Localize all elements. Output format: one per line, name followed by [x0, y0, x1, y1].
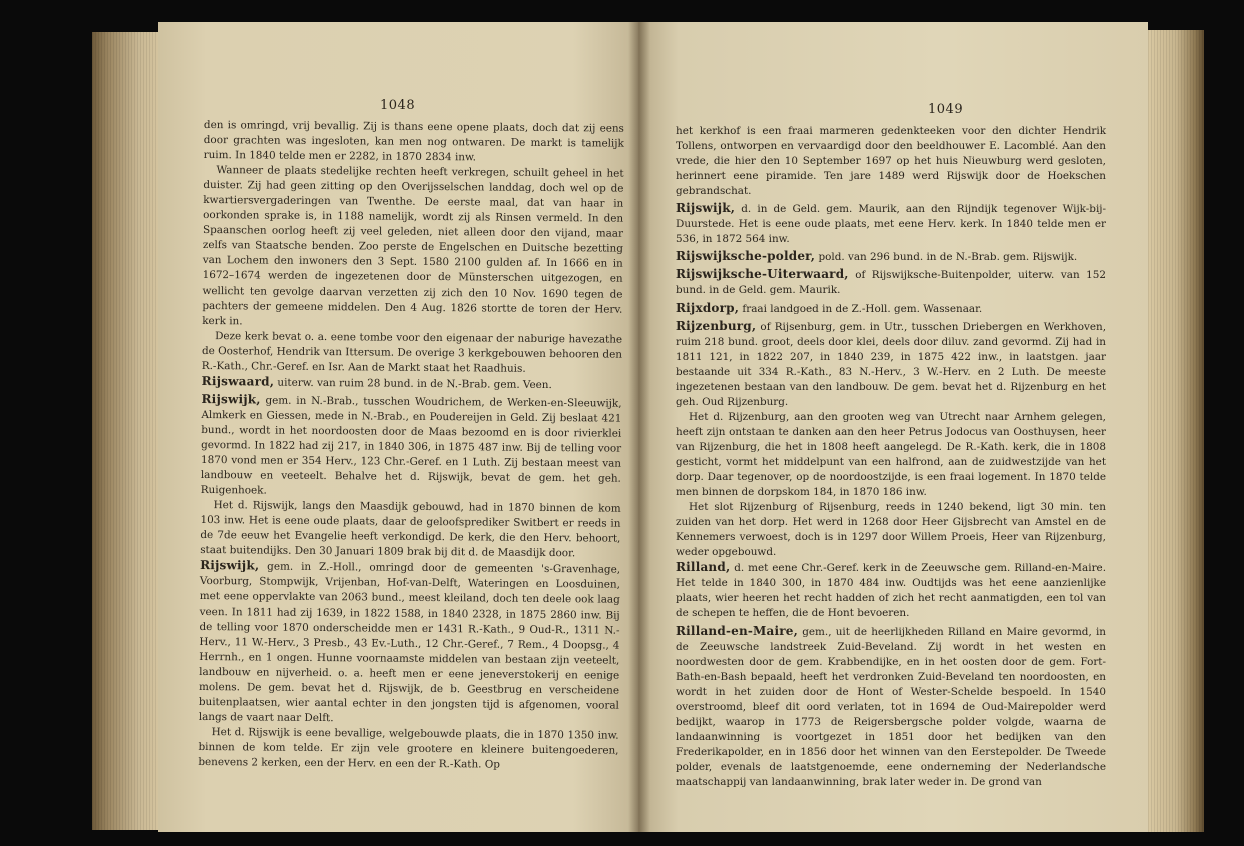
left-page: [158, 22, 646, 832]
paragraph-text: Het d. Rijzenburg, aan den grooten weg van Utrecht naar Arnhem gelegen, heeft zijn ontstaan te danken aan den heer Petrus Jodocus van Oosthuysen, heer van Rijzenburg, die het in 1808 heeft aangelegd. De R.-Kath. kerk, die in 1808 gesticht, vormt het middelpunt van een halfrond, aan de zuidwestzijde van het dorp. Daar tegenover, op de noordoostzijde, is een fraai logement. In 1870 telde men binnen de dorpskom 184, in 1870 186 inw.: [676, 410, 1106, 499]
paragraph: [198, 725, 618, 774]
entry-headword: Rilland-en-Maire,: [676, 623, 799, 638]
paragraph: [676, 410, 1106, 500]
entry-headword: Rijxdorp,: [676, 300, 740, 315]
page-number: 1049: [928, 102, 964, 117]
paragraph-text: het kerkhof is een fraai marmeren gedenkteeken voor den dichter Hendrik Tollens, ontworpen en vervaardigd door den beeldhouwer E. Lacomblé. Aan den vrede, die hier den 10 September 1697 op het huis Nieuwburg werd gesloten, herinnert eene piramide. Ten jare 1489 werd Rijswijk door de Hoekschen gebrandschat.: [676, 125, 1106, 198]
paragraph-text: d. in de Geld. gem. Maurik, aan den Rijndijk tegenover Wijk-bij-Duurstede. Het is eene oude plaats, met eene Herv. kerk. In 1840 telde men er 536, in 1872 564 inw.: [676, 203, 1106, 246]
entry-headword: Rijswijk,: [201, 391, 261, 407]
paragraph-text: of Rijsenburg, gem. in Utr., tusschen Driebergen en Werkhoven, ruim 218 bund. groot, deels door klei, deels door diluv. zand gevormd. Zij had in 1811 121, in 1822 207, in 1840 239, in 1875 422 inw., in laatstgen. jaar bestaande uit 334 R.-Kath., 83 N.-Herv., 3 W.-Herv. en 2 Luth. De meeste ingezetenen bestaan van den landbouw. De gem. bevat het d. Rijzenburg en het geh. Oud Rijzenburg.: [676, 320, 1106, 408]
dictionary-entry: [676, 301, 1106, 317]
dictionary-entry: [201, 392, 622, 502]
dictionary-entry: [676, 249, 1106, 265]
paragraph-text: gem. in N.-Brab., tusschen Woudrichem, de Werken-en-Sleeuwijk, Almkerk en Giessen, mede in N.-Brab., en Poudereijen in Geld. Zij beslaat 421 bund., wordt in het noordoosten door de Maas bezoomd en is door rivierklei gevormd. In 1822 had zij 217, in 1840 306, in 1875 487 inw. Bij de telling voor 1870 vond men er 354 Herv., 123 Chr.-Geref. en 1 Luth. Zij bestaan meest van landbouw en veeteelt. Behalve het d. Rijswijk, bevat de gem. het geh. Ruigenhoek.: [200, 394, 622, 497]
paragraph: [200, 498, 621, 562]
paragraph-text: gem. in Z.-Holl., omringd door de gemeenten 's-Gravenhage, Voorburg, Stompwijk, Vrijenban, Hof-van-Delft, Wateringen en Loosduinen, met eene oppervlakte van 2063 bund., meest kleiland, doch ten deele ook laag veen. In 1811 had zij 1639, in 1822 1588, in 1840 2328, in 1875 2860 inw. Bij de telling voor 1870 onderscheidde men er 1431 R.-Kath., 9 Oud-R., 1311 N.-Herv., 11 W.-Herv., 3 Presb., 43 Ev.-Luth., 12 Chr.-Geref., 7 Rem., 4 Doopsg., 4 Herrnh., en 1 ongen. Hunne voornaamste middelen van bestaan zijn veeteelt, landbouw en nijverheid. o. a. heeft men er eene jeneverstokerij en eenige molens. De gem. bevat het d. Rijswijk, de b. Geestbrug en verscheidene buitenplaatsen, wier aantal echter in den jongsten tijd is afgenomen, vooral langs de vaart naar Delft.: [198, 560, 621, 724]
paragraph-text: pold. van 296 bund. in de N.-Brab. gem. Rijswijk.: [815, 251, 1078, 264]
paragraph-text: Het d. Rijswijk is eene bevallige, welgebouwde plaats, die in 1870 1350 inw. binnen de kom telde. Er zijn vele grootere en kleinere buitengoederen, benevens 2 kerken, een der Herv. en een der R.-Kath. Op: [198, 725, 619, 771]
paragraph-text: den is omringd, vrij bevallig. Zij is thans eene opene plaats, doch dat zij eens door grachten was ingesloten, kan men nog ontwaren. De markt is tamelijk ruim. In 1840 telde men er 2282, in 1870 2834 inw.: [203, 118, 624, 164]
entry-headword: Rijswijk,: [676, 201, 736, 216]
dictionary-entry: [676, 560, 1106, 621]
paragraph: [204, 118, 624, 167]
paragraph: [676, 124, 1106, 199]
paragraph: [202, 163, 623, 332]
entry-headword: Rijswaard,: [201, 373, 275, 389]
right-page-text: [676, 124, 1106, 790]
dictionary-entry: [676, 319, 1106, 410]
open-book: [92, 14, 1204, 834]
paragraph-text: uiterw. van ruim 28 bund. in de N.-Brab. gem. Veen.: [274, 376, 552, 391]
left-page-text: [198, 118, 624, 774]
dictionary-entry: [202, 374, 622, 394]
book-gutter: [628, 22, 650, 832]
entry-headword: Rijswijk,: [200, 558, 260, 573]
paragraph-text: Deze kerk bevat o. a. eene tombe voor den eigenaar der naburige havezathe de Oosterhof, Hendrik van Ittersum. De overige 3 kerkgebouwen behooren den R.-Kath., Chr.-Geref. en Isr. Aan de Markt staat het Raadhuis.: [201, 329, 623, 375]
page-number: 1048: [380, 98, 416, 113]
entry-headword: Rijswijksche-Uiterwaard,: [676, 267, 849, 282]
entry-headword: Rijswijksche-polder,: [676, 249, 816, 264]
entry-headword: Rilland,: [676, 560, 731, 575]
right-page-edges: [1142, 30, 1204, 832]
paragraph-text: Het slot Rijzenburg of Rijsenburg, reeds in 1240 bekend, ligt 30 min. ten zuiden van het dorp. Het werd in 1268 door Heer Gijsbrecht van Amstel en de Kennemers verwoest, doch is in 1297 door Willem Proeis, Heer van Rijzenburg, weder opgebouwd.: [676, 501, 1106, 559]
dictionary-entry: [676, 201, 1106, 247]
dictionary-entry: [199, 558, 620, 728]
paragraph-text: of Rijswijksche-Buitenpolder, uiterw. van 152 bund. in de Geld. gem. Maurik.: [676, 269, 1106, 297]
paragraph-text: d. met eene Chr.-Geref. kerk in de Zeeuwsche gem. Rilland-en-Maire. Het telde in 1840 300, in 1870 484 inw. Oudtijds was het eene aanzienlijke plaats, wier heeren het recht hadden of zich het recht aanmatigden, een tol van de schepen te heffen, die de Hont bevoeren.: [676, 562, 1106, 620]
dictionary-entry: [676, 267, 1106, 298]
right-page: [638, 22, 1148, 832]
entry-headword: Rijzenburg,: [676, 318, 757, 333]
paragraph-text: Het d. Rijswijk, langs den Maasdijk gebouwd, had in 1870 binnen de kom 103 inw. Het is eene oude plaats, daar de geloofsprediker Switbert er reeds in de 7de eeuw het Evangelie heeft verkondigd. De kerk, die den Herv. behoort, staat buitendijks. Den 30 Januari 1809 brak bij dit d. de Maasdijk door.: [200, 499, 621, 560]
paragraph: [202, 329, 622, 378]
paragraph: [676, 500, 1106, 560]
paragraph-text: fraai landgoed in de Z.-Holl. gem. Wassenaar.: [739, 302, 983, 315]
dictionary-entry: [676, 624, 1106, 791]
paragraph-text: Wanneer de plaats stedelijke rechten heeft verkregen, schuilt geheel in het duister. Zij had geen zitting op den Overijsselschen landdag, doch wel op de kwartiersvergaderingen van Twenthe. De eerste maal, dat van haar in oorkonden sprake is, in 1188 namelijk, wordt zij als Rinsen vermeld. In den Spaanschen oorlog heeft zij veel geleden, niet alleen door den vijand, maar zelfs van Staatsche benden. Zoo perste de Engelschen en Duitsche bezetting van Lochem den inwoners den 3 Sept. 1580 2100 gulden af. In 1666 en in 1672–1674 werden de ingezetenen door de Münsterschen uitgezogen, en wellicht ten gevolge daarvan verzetten zij zich den 10 Nov. 1690 tegen de pachters der gemeene middelen. Den 4 Aug. 1826 stortte de toren der Herv. kerk in.: [202, 164, 624, 327]
paragraph-text: gem., uit de heerlijkheden Rilland en Maire gevormd, in de Zeeuwsche landstreek Zuid-Beveland. Zij wordt in het westen en noordwesten door de gem. Krabbendijke, en in het oosten door de gem. Fort-Bath-en-Bash bepaald, heeft het verdronken Zuid-Beveland ten noordoosten, en wordt in het zuiden door de Hont of Wester-Schelde bespoeld. In 1540 overstroomd, bleef dit oord verlaten, tot in 1694 de Oud-Mairepolder werd bedijkt, waarop in 1773 de Reigersbergsche polder volgde, waarna de landaanwinning is voortgezet in 1851 door het bedijken van den Frederikapolder, en in 1856 door het winnen van den Eerstepolder. De Tweede polder, evenals de laatstgenoemde, eene onderneming der Nederlandsche maatschappij van landaanwinning, brak later weder in. De grond van: [676, 625, 1106, 788]
